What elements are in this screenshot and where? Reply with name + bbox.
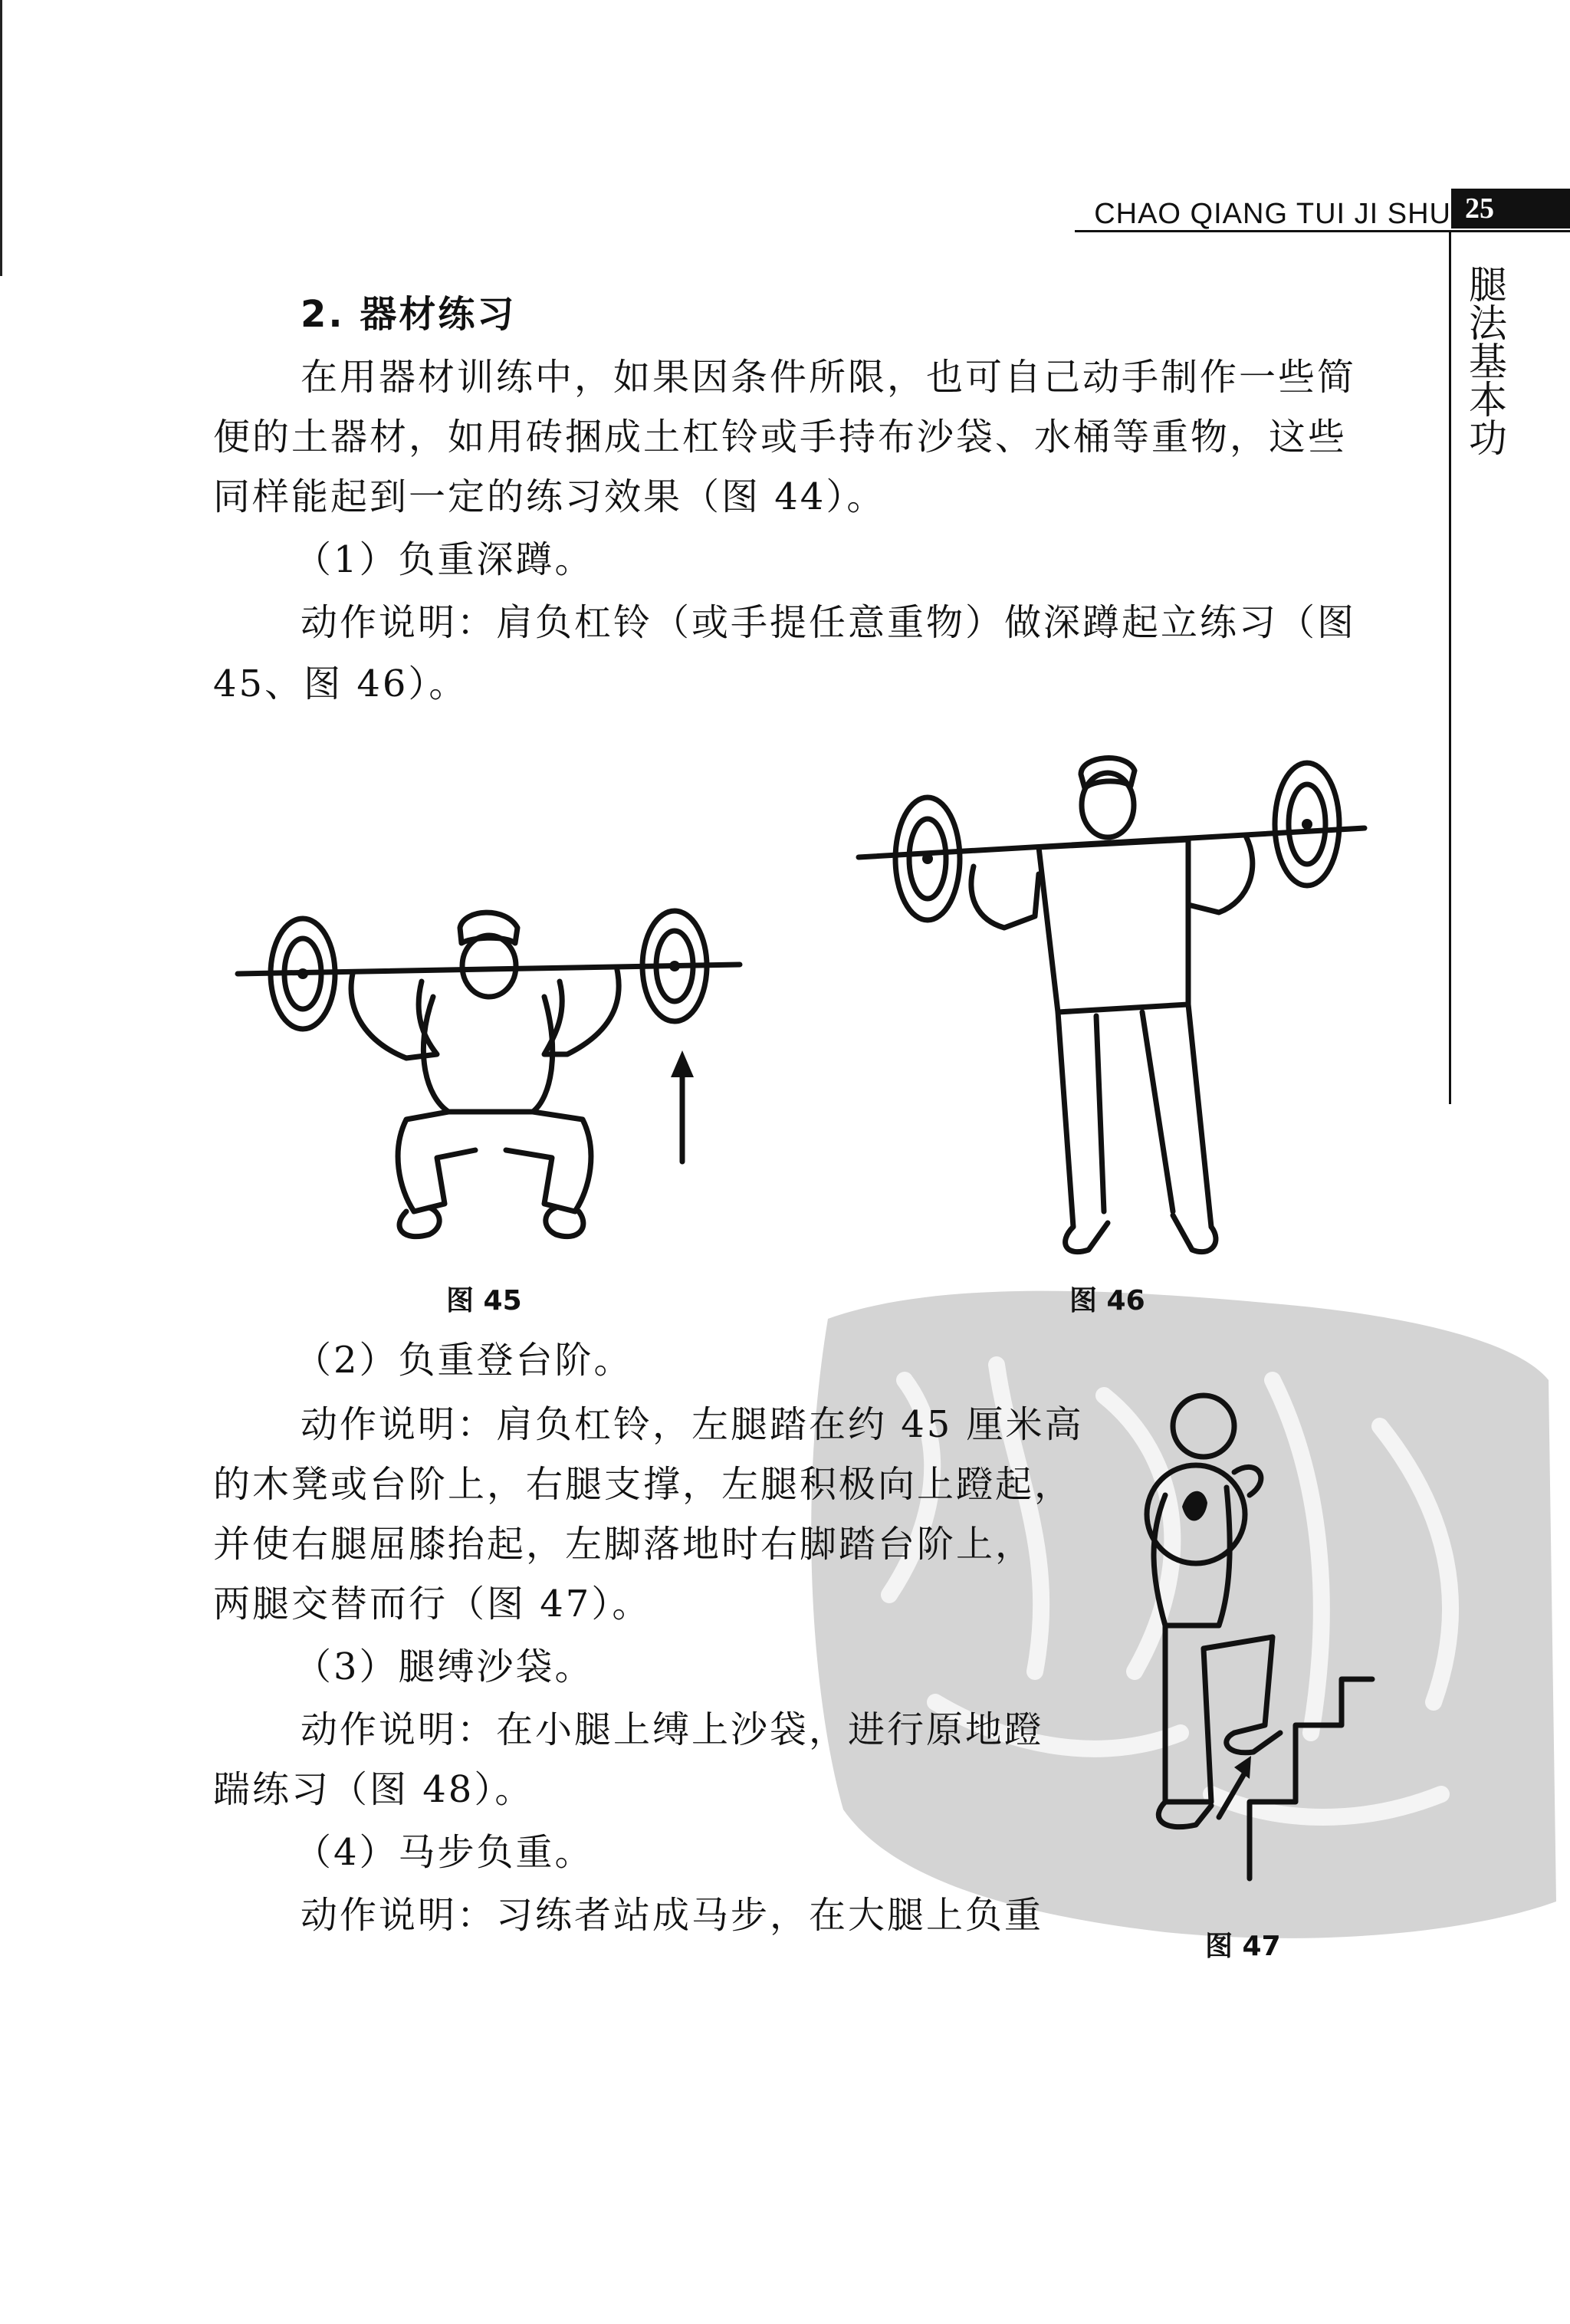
text-line: 同样能起到一定的练习效果（图 44）。 xyxy=(213,475,886,518)
subheading: （1）负重深蹲。 xyxy=(294,538,594,581)
figure-45-caption: 图 45 xyxy=(446,1285,522,1316)
text-line: 的木凳或台阶上，右腿支撑，左腿积极向上蹬起， xyxy=(213,1463,1074,1506)
side-tab-rule xyxy=(1449,230,1451,1104)
text-line: 45、图 46）。 xyxy=(213,662,468,705)
text-line: 并使右腿屈膝抬起，左脚落地时右脚踏台阶上， xyxy=(213,1523,1035,1566)
figure-47-stepup xyxy=(1119,1372,1395,1902)
subheading: （2）负重登台阶。 xyxy=(294,1339,633,1382)
text-line: 便的土器材，如用砖捆成土杠铃或手持布沙袋、水桶等重物，这些 xyxy=(213,416,1348,459)
running-head: CHAO QIANG TUI JI SHU xyxy=(1094,198,1451,230)
text-line: 动作说明：习练者站成马步，在大腿上负重 xyxy=(301,1894,1044,1937)
figure-45-squat xyxy=(230,897,751,1257)
figure-47-caption: 图 47 xyxy=(1205,1931,1281,1962)
text-line: 动作说明：肩负杠铃，左腿踏在约 45 厘米高 xyxy=(301,1403,1084,1446)
text-line: 动作说明：肩负杠铃（或手提任意重物）做深蹲起立练习（图 xyxy=(301,601,1357,644)
section-heading: 2. 器材练习 xyxy=(301,293,517,336)
chapter-side-tab: 腿法基本功 xyxy=(1463,265,1507,456)
header-rule xyxy=(1075,230,1570,232)
page-edge-rule xyxy=(0,0,2,276)
subheading: （3）腿缚沙袋。 xyxy=(294,1645,594,1688)
text-line: 踹练习（图 48）。 xyxy=(213,1768,534,1811)
text-line: 两腿交替而行（图 47）。 xyxy=(213,1583,652,1625)
figure-46-stand xyxy=(851,751,1372,1257)
text-line: 在用器材训练中，如果因条件所限，也可自己动手制作一些简 xyxy=(301,356,1357,399)
figure-46-caption: 图 46 xyxy=(1069,1285,1145,1316)
text-line: 动作说明：在小腿上缚上沙袋，进行原地蹬 xyxy=(301,1708,1044,1751)
page-number: 25 xyxy=(1451,189,1570,228)
subheading: （4）马步负重。 xyxy=(294,1831,594,1874)
